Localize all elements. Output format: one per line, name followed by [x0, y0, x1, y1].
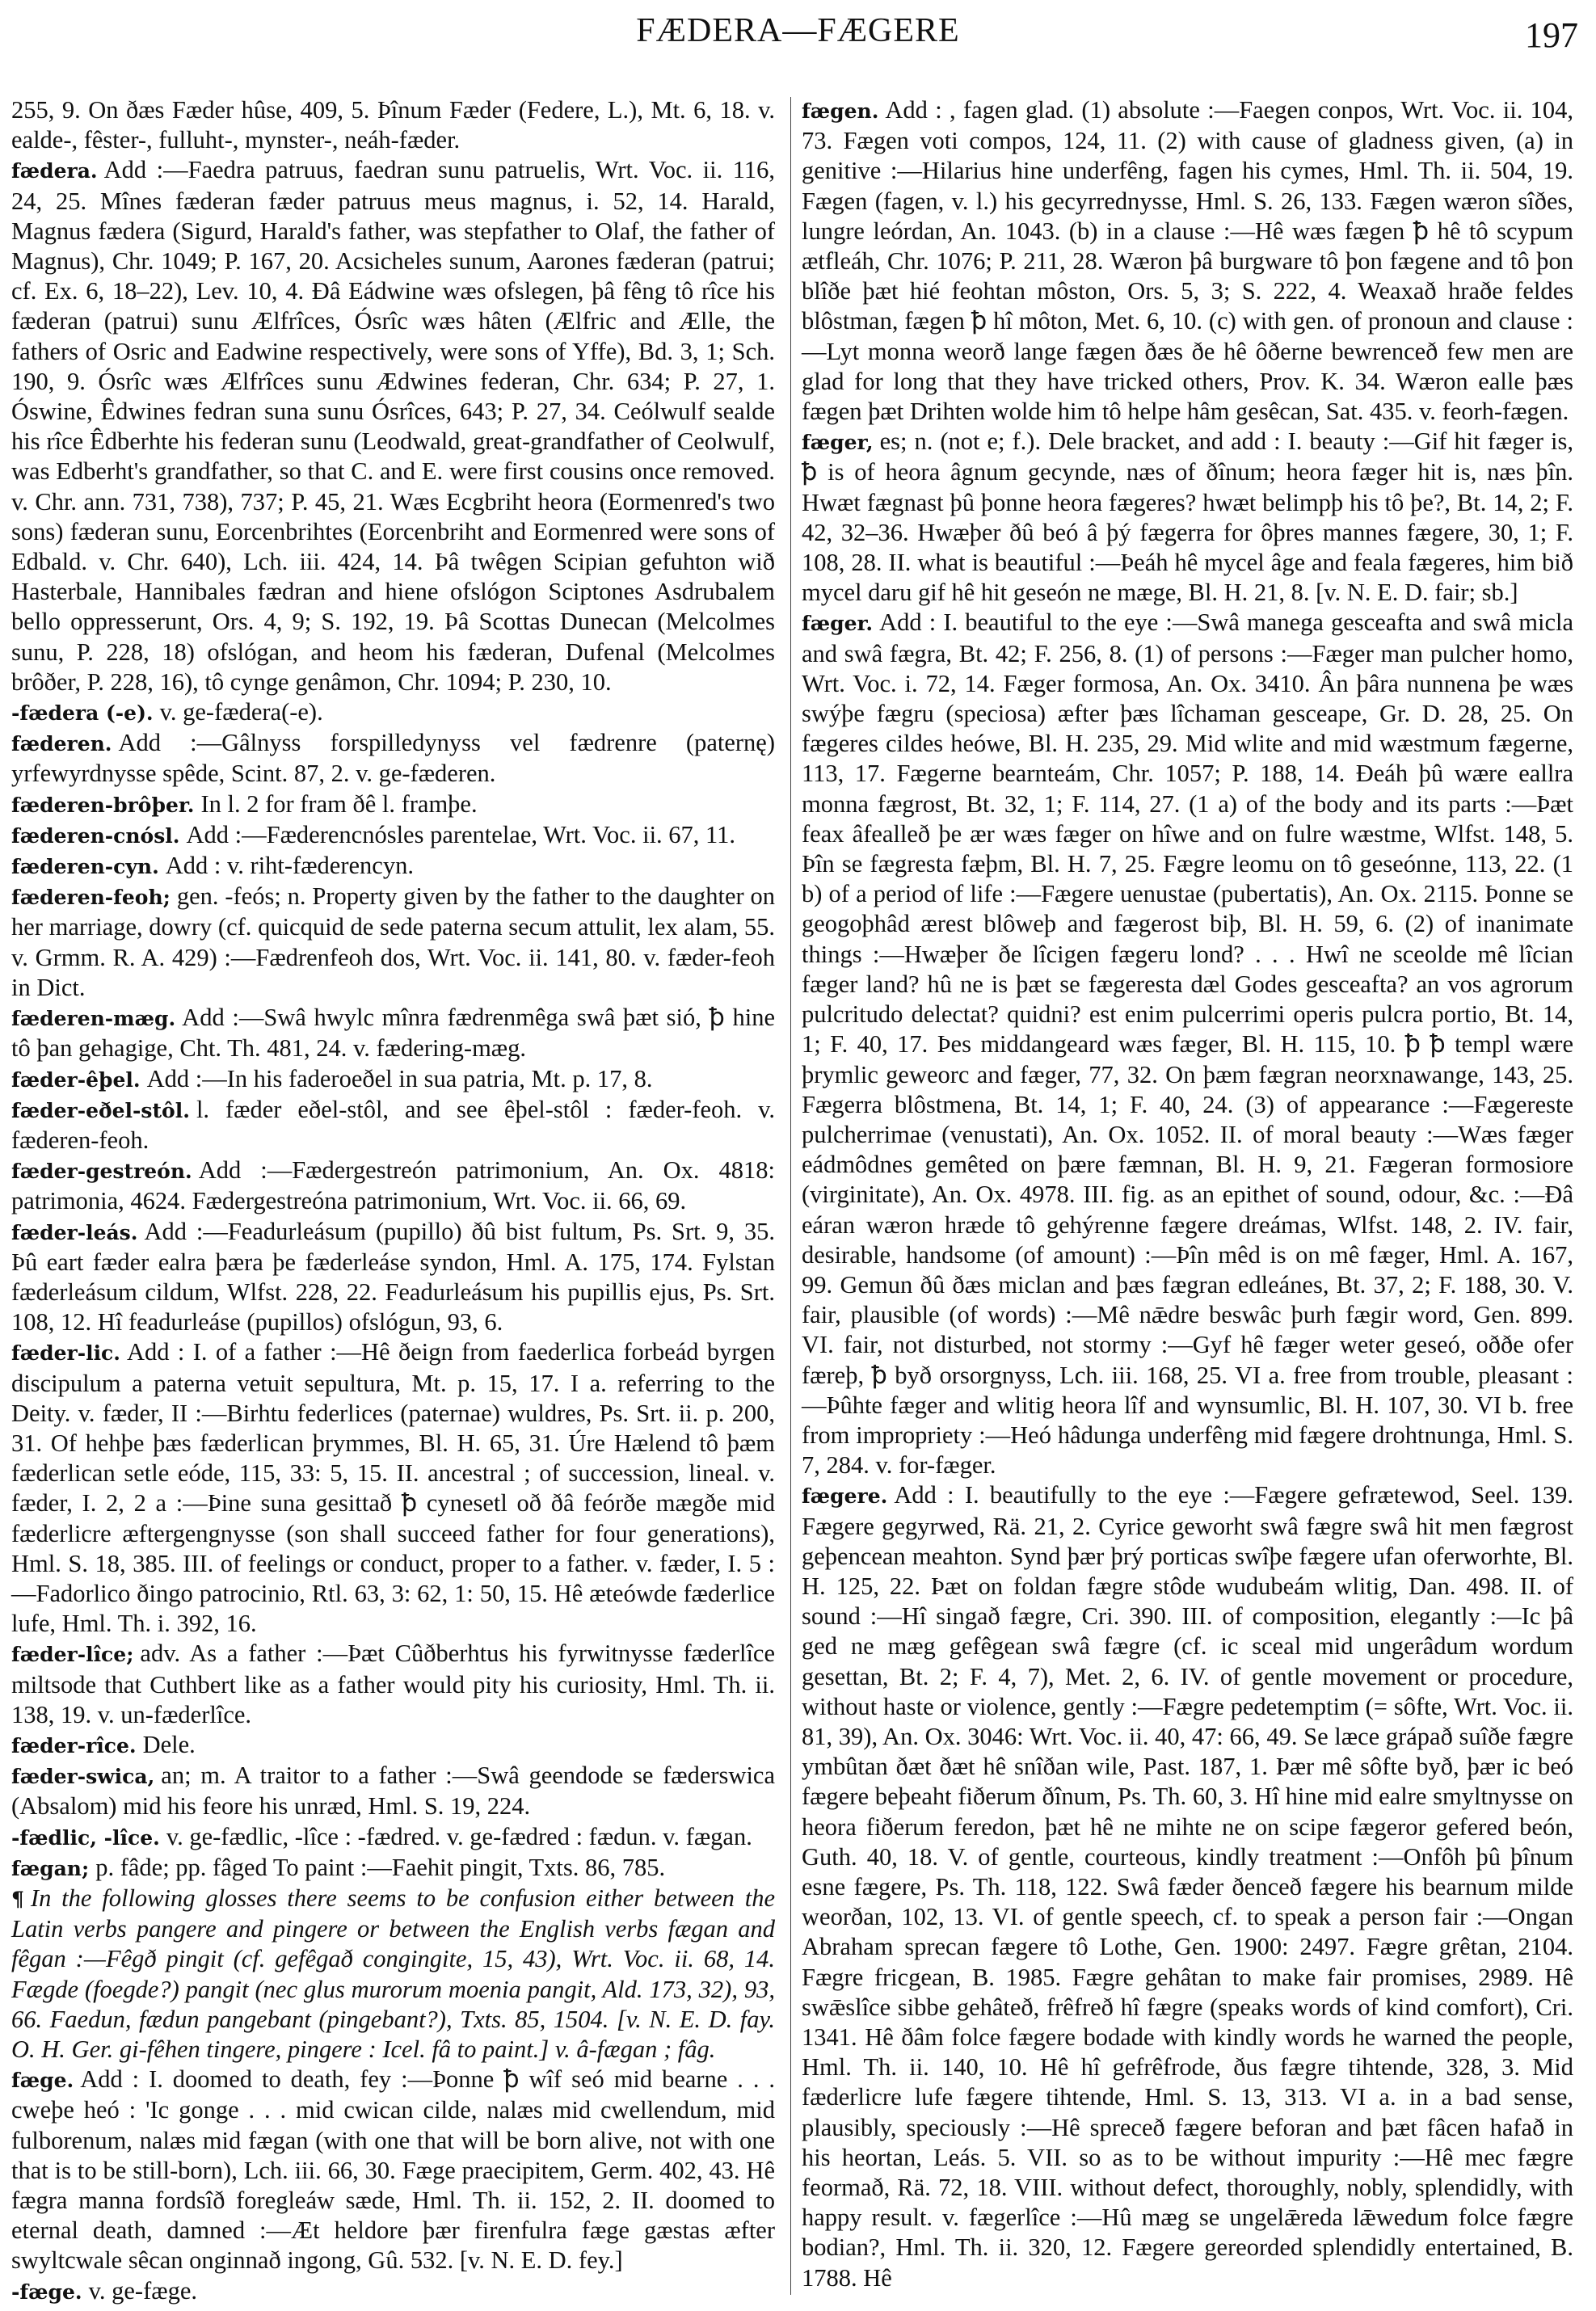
- entry-text: p. fâde; pp. fâged To paint :—Faehit pingit, Txts. 86, 785.: [95, 1853, 666, 1881]
- headword: fæder-swica,: [11, 1765, 155, 1789]
- running-head: [0, 6, 1596, 63]
- headword: fæge.: [11, 2069, 74, 2093]
- entry-text: es; n. (not e; f.). Dele bracket, and add : I. beauty :—Gif hit fæger is, ꝥ is of heora âgnum gecynde, næs of ðînum; heora fæger hit is, næs þîn. Hwæt fægnast þû þonne heora fægeres? hwæt belimpþ his tô þe?, Bt. 14, 2; F. 42, 32–36. Hwæþer ðû beó â þý fægerra for ôþres mannes fægere, 30, 1; F. 108, 28. II. what is beautiful :—Þeáh hê mycel âge and feala fægeres, him bið mycel daru gif hê hit geseón ne mæge, Bl. H. 21, 8. [v. N. E. D. fair; sb.]: [802, 427, 1573, 607]
- dictionary-entry: [11, 1003, 775, 1063]
- headword: fæder-lîce;: [11, 1643, 134, 1667]
- headword: fæder-rîce.: [11, 1733, 137, 1757]
- entry-text: In the following glosses there seems to be confusion either between the Latin verbs pangere and pingere or between the English verbs fægan and fêgan :—Fêgð pingit (cf. gefêgað congingite, 15, 43), Wrt. Voc. ii. 68, 14. Fægde (foegde?) pangit (nec glus murorum moenia pangit, Ald. 173, 32), 93, 66. Faedun, fædun pangebant (pingebant?), Txts. 85, 1504. [v. N. E. D. fay. O. H. Ger. gi-fêhen tingere, pingere : Icel. fâ to paint.] v. â-fægan ; fâg.: [11, 1884, 775, 2063]
- headword: fæderen-mæg.: [11, 1007, 176, 1031]
- headword: fædera.: [11, 159, 98, 183]
- dictionary-entry: [11, 1217, 775, 1338]
- entry-text: Add : , fagen glad. (1) absolute :—Faegen conpos, Wrt. Voc. ii. 104, 73. Fægen voti compos, 124, 11. (2) with cause of gladness given, (a) in genitive :—Hilarius hine underfêng, fagen his cymes, Hml. Th. ii. 504, 19. Fægen (fagen, v. l.) his gecyrrednysse, Hml. S. 26, 133. Fægen wæron sîðes, lungre leórdan, An. 1043. (b) in a clause :—Hê wæs fægen ꝥ hê tô scypum ætfleáh, Chr. 1076; P. 211, 28. Wæron þâ burgware tô þon fægene and tô þon blîðe þæt hié feohtan môston, Ors. 5, 3; S. 222, 4. Weaxað hraðe feldes blôstman, fægen ꝥ hî môton, Met. 6, 10. (c) with gen. of pronoun and clause :—Lyt monna weorð lange fægen ðæs ðe hê ôðerne bewrenceð few men are glad for long that they have tricked others, Prov. K. 34. Wæron ealle þæs fægen þæt Drihten wolde him tô helpe hâm gesêcan, Sat. 435. v. feorh-fægen.: [802, 96, 1573, 426]
- dictionary-entry: [11, 697, 775, 728]
- entry-text: Add :—Gâlnyss forspilledynyss vel fædrenre (paternę) yrfewyrdnysse spêde, Scint. 87, 2. v. ge-fæderen.: [11, 729, 775, 788]
- dictionary-entry: [11, 1853, 775, 1884]
- dictionary-entry: [11, 1337, 775, 1639]
- entry-text: Dele.: [142, 1730, 196, 1758]
- dictionary-entry: [11, 95, 775, 155]
- headword: ¶: [11, 1887, 24, 1911]
- entry-text: Add : I. doomed to death, fey :—Þonne ꝥ wîf seó mid bearne . . . cweþe heó : 'Ic gonge . . . mid cwican cilde, nalæs mid cwellendum, mid fulborenum, nalæs mid fægan (with one that will be born alive, not with one that is to be still-born), Lch. iii. 66, 30. Fæge praecipitem, Germ. 402, 43. Hê fægra manna fordsîð foreglеáw sæde, Hml. Th. ii. 152, 2. II. doomed to eternal death, damned :—Æt heldore þær firenfulra fæge gæstas æfter swyltcwale sêcan onginnað ingong, Gû. 532. [v. N. E. D. fey.]: [11, 2065, 775, 2275]
- headword: fæder-lic.: [11, 1341, 120, 1366]
- headword: fæder-leás.: [11, 1220, 138, 1244]
- dictionary-entry: [11, 1730, 775, 1761]
- page-number: 197: [1525, 15, 1578, 55]
- entry-text: an; m. A traitor to a father :—Swâ geendode se fæderswica (Absalom) mid his feore his unræd, Hml. S. 19, 224.: [11, 1762, 775, 1821]
- headword: fæderen-brôþer.: [11, 793, 195, 817]
- left-column: [11, 95, 775, 2307]
- entry-text: l. fæder eðel-stôl, and see êþel-stôl : fæder-feoh. v. fæderen-feoh.: [11, 1095, 775, 1154]
- entry-text: gen. -feós; n. Property given by the father to the daughter on her marriage, dowry (cf. quicquid de sede paterna secum attulit, lex alam, 55. v. Grmm. R. A. 429) :—Fædrenfeoh dos, Wrt. Voc. ii. 141, 80. v. fæder-feoh in Dict.: [11, 882, 775, 1001]
- headword: fæger.: [802, 612, 874, 636]
- entry-text: 255, 9. On ðæs Fæder hûse, 409, 5. Þînum Fæder (Federe, L.), Mt. 6, 18. v. ealde-, fêster-, fulluht-, mynster-, neáh-fæder.: [11, 96, 775, 154]
- entry-text: Add :—Feadurleásum (pupillo) ðû bist fultum, Ps. Srt. 9, 35. Þû eart fæder ealra þæra þe fæderleáse syndon, Hml. A. 175, 174. Fylstan fæderleásum cildum, Wlfst. 228, 22. Feadurleásum his pupillis ejus, Ps. Srt. 108, 12. Hî feadurleáse (pupillos) ofslógun, 93, 6.: [11, 1217, 775, 1337]
- entry-text: Add :—Fædergestreón patrimonium, An. Ox. 4818: patrimonia, 4624. Fædergestreóna patrimonium, Wrt. Voc. ii. 66, 69.: [11, 1156, 775, 1215]
- dictionary-entry: [802, 427, 1573, 608]
- headword: fæger,: [802, 431, 874, 455]
- column-divider: [790, 97, 791, 2295]
- entry-text: In l. 2 for fram ðê l. framþe.: [200, 789, 478, 818]
- dictionary-entry: [802, 1480, 1573, 2292]
- headword: fæderen-feoh;: [11, 886, 171, 910]
- dictionary-entry: [11, 1884, 775, 2065]
- dictionary-entry: [11, 789, 775, 820]
- dictionary-entry: [11, 2276, 775, 2307]
- entry-text: Add :—Fæderencnósles parentelae, Wrt. Voc. ii. 67, 11.: [186, 820, 736, 848]
- dictionary-entry: [802, 95, 1573, 427]
- dictionary-entry: [11, 155, 775, 697]
- entry-text: Add : v. riht-fæderencyn.: [165, 852, 414, 880]
- dictionary-entry: [11, 882, 775, 1003]
- dictionary-entry: [11, 820, 775, 851]
- dictionary-entry: [11, 1156, 775, 1216]
- entry-text: Add : I. of a father :—Hê ðeign from faederlica forbeád byrgen discipulum a paterna vetuit sepultura, Mt. p. 15, 17. I a. referring to the Deity. v. fæder, II :—Birhtu federlices (paternae) wuldres, Ps. Srt. ii. p. 200, 31. Of hehþe þæs fæderlican þrymmes, Bl. H. 65, 31. Úre Hælend tô þæm fæderlican setle eóde, 115, 33: 5, 15. II. ancestral ; of succession, lineal. v. fæder, I. 2, 2 a :—Þine suna gesittað ꝥ cynesetl oð ðâ feórðe mægðe mid fæderlicre æftergengnysse (son shall succeed father for four generations), Hml. S. 18, 385. III. of feelings or conduct, proper to a father. v. fæder, I. 5 :—Fadorlico ðingo patrocinio, Rtl. 63, 3: 62, 1: 50, 15. Hê æteówde fæderlice lufe, Hml. Th. i. 392, 16.: [11, 1338, 775, 1638]
- entry-text: Add :—In his faderoeðel in sua patria, Mt. p. 17, 8.: [146, 1064, 653, 1092]
- dictionary-entry: [11, 1639, 775, 1730]
- dictionary-entry: [11, 851, 775, 882]
- headword: fæder-êþel.: [11, 1067, 141, 1092]
- entry-text: v. ge-fædlic, -lîce : -fædred. v. ge-fædred : fædun. v. fægan.: [166, 1822, 752, 1850]
- dictionary-entry: [11, 1064, 775, 1095]
- headword: -fædera (-e).: [11, 701, 154, 726]
- entry-text: Add :—Swâ hwylc mînra fædrenmêga swâ þæt sió, ꝥ hine tô þan gehagige, Cht. Th. 481, 24. v. fædering-mæg.: [11, 1004, 775, 1063]
- entry-text: adv. As a father :—Þæt Cûðberhtus his fyrwitnysse fæderlîce miltsode that Cuthbert like as a father would pity his curiosity, Hml. Th. ii. 138, 19. v. un-fæderlîce.: [11, 1640, 775, 1728]
- headword: fæderen-cnósl.: [11, 823, 180, 848]
- headword: fægan;: [11, 1856, 90, 1880]
- headword: fæderen-cyn.: [11, 855, 159, 879]
- headword: fæder-eðel-stôl.: [11, 1098, 190, 1122]
- dictionary-entry: [802, 608, 1573, 1480]
- headword: -fæge.: [11, 2279, 82, 2304]
- dictionary-entry: [11, 1761, 775, 1821]
- headword: fægere.: [802, 1484, 888, 1509]
- dictionary-entry: [11, 728, 775, 789]
- headword: fægen.: [802, 99, 879, 123]
- headword: fæder-gestreón.: [11, 1160, 192, 1184]
- entry-text: v. ge-fæge.: [88, 2276, 197, 2305]
- right-column: [802, 95, 1573, 2293]
- headword: -fædlic, -lîce.: [11, 1825, 160, 1850]
- page-title: FÆDERA—FÆGERE: [636, 12, 960, 49]
- dictionary-entry: [11, 1822, 775, 1853]
- dictionary-entry: [11, 1095, 775, 1156]
- entry-text: Add : I. beautifully to the eye :—Fægere gefrætewod, Seel. 139. Fægere gegyrwed, Rä. 21, 2. Cyrice geworht swâ fægre swâ hit men fægrost geþencean meahton. Synd þær þrý porticas swîþe fægere ufan oferworhte, Bl. H. 125, 22. Þæt on foldan fægre stôde wudubeám wlitig, Dan. 498. II. of sound :—Hî singað fægre, Cri. 390. III. of composition, elegantly :—Ic þâ ged ne mæg gefêgean swâ fægre (cf. ic sceal mid ungerâdum wordum gesettan, Bt. 2; F. 4, 7), Met. 2, 6. IV. of gentle movement or procedure, without haste or violence, gently :—Fægre pedetemptim (= sôfte, Wrt. Voc. ii. 81, 39), An. Ox. 3046: Wrt. Voc. ii. 40, 47: 66, 49. Se læce grápað suîðe fægre ymbûtan ðæt ðæt hê snîðan wile, Past. 187, 1. Þær mê sôfte byð, þær ic beó fægere beþeaht fiðerum ðînum, Ps. Th. 60, 3. Hî hine mid ealre smyltnysse on heora fiðerum feredon, þæt hê ne mihte ne on scipe fægeror gefered beón, Guth. 40, 18. V. of gentle, courteous, kindly treatment :—Onfôh þû þînum esne fægere, Ps. Th. 118, 122. Swâ fæder ðenceð fægere his bearnum milde weorðan, 102, 13. VI. of gentle speech, cf. to speak a person fair :—Ongan Abraham sprecan fægere tô Lothe, Gen. 1900: 2497. Fægre grêtan, 2104. Fægre fricgean, B. 1985. Fægre gehâtan to make fair promises, 2989. Hê swǣslîce sibbe gehâteð, frêfreð hî fægre (speaks words of kind comfort), Cri. 1341. Hê ðâm folce fægere bodade with kindly words he warned the people, Hml. Th. ii. 140, 10. Hê hî gefrêfrode, ðus fægre tihtende, 328, 3. Mid fæderlicre lufe fægere tihtende, Hml. S. 13, 313. VI a. in a bad sense, plausibly, speciously :—Hê spreceð fægere beforan and þæt fâcen hafað in his heortan, Leás. 5. VII. so as to be without impurity :—Hê mec fægre feormað, Rä. 72, 18. VIII. without defect, thoroughly, nobly, splendidly, with happy result. v. fægerlîce :—Hû mæg se ungelǣreda lǣwedum folce fægre bodian?, Hml. Th. ii. 320, 12. Fægere gereorded splendidly entertained, B. 1788. Hê: [802, 1481, 1573, 2292]
- entry-text: Add : I. beautiful to the eye :—Swâ manega gesceafta and swâ micla and swâ fægra, Bt. 42; F. 256, 8. (1) of persons :—Fæger man pulcher homo, Wrt. Voc. i. 72, 14. Fæger formosa, An. Ox. 3410. Ân þâra nunnena þe wæs swýþe fægru (speciosa) æfter þæs lîchaman gesceape, Gr. D. 28, 25. On fægeres cildes heówe, Bl. H. 235, 29. Mid wlite and mid wæstmum fægerne, 113, 17. Fægerne bearnteám, Chr. 1057; P. 188, 14. Ðeáh þû wære eallra monna fægrost, Bt. 32, 1; F. 114, 27. (1 a) of the body and its parts :—Þæt feax âfealleð þe ær wæs fæger on hîwe and on fulre wæstme, Wlfst. 148, 5. Þîn se fægresta fæþm, Bl. H. 7, 25. Fægre leomu on tô geseónne, 113, 22. (1 b) of a period of life :—Fægere uenustae (pubertatis), An. Ox. 2115. Þonne se geogoþhâd ærest blôweþ and fægerost biþ, Bl. H. 59, 6. (2) of inanimate things :—Hwæþer ðe lîcigen fægeru lond? . . . Hwî ne sceolde mê lîcian fæger land? hû ne is þæt se fægeresta dæl Godes gesceafta? an vos agrorum pulcritudo delectat? quidni? est enim pulcerrimi operis pulcra portio, Bt. 14, 1; F. 40, 17. Þes middangeard wæs fæger, Bl. H. 115, 10. ꝥ ꝥ templ wære þrymlic geweorc and fæger, 77, 32. On þæm fægran neorxnawange, 143, 25. Fægerra blôstmena, Bt. 14, 1; F. 40, 24. (3) of appearance :—Fægereste pulcherrimae (venustati), An. Ox. 1052. II. of moral beauty :—Wæs fæger eádmôdnes gemêted on þære fæmnan, Bl. H. 9, 21. Fægeran formosiore (virginitate), An. Ox. 4978. III. fig. as an epithet of sound, odour, &c. :—Ðâ eáran wæron hræde tô gehýrenne fægere dreámas, Wlfst. 148, 2. IV. fair, desirable, handsome (of amount) :—Þîn mêd is on mê fæger, Hml. A. 167, 99. Gemun ðû ðæs miclan and þæs fægran edleánes, Bt. 37, 2; F. 188, 30. V. fair, plausible (of words) :—Mê nǣdre beswâc þurh fægir word, Gen. 899. VI. fair, not disturbed, not stormy :—Gyf hê fæger weter geseó, oððe ofer færeþ, ꝥ byð orsorgnyss, Lch. iii. 168, 25. VI a. free from trouble, pleasant :—Þûhte fæger and wlitig heora lîf and wynsumlic, Bl. H. 107, 30. VI b. free from impropriety :—Heó hâdunga underfêng mid fægere drohtnunga, Hml. S. 7, 284. v. for-fæger.: [802, 608, 1573, 1480]
- entry-text: Add :—Faedra patruus, faedran sunu patruelis, Wrt. Voc. ii. 116, 24, 25. Mînes fæderan fæder patruus meus magnus, i. 52, 14. Harald, Magnus fædera (Sigurd, Harald's father, was stepfather to Olaf, the father of Magnus), Chr. 1049; P. 167, 20. Acsicheles sunum, Aarones fæderan (patrui; cf. Ex. 6, 18–22), Lev. 10, 4. Ðâ Eádwine wæs ofslegen, þâ fêng tô rîce his fæderan (patrui) sunu Ælfrîces, Ósrîc wæs hâten (Ælfric and Ælle, the fathers of Osric and Eadwine respectively, were sons of Yffe), Bd. 3, 1; Sch. 190, 9. Ósrîc wæs Ælfrîces sunu Ædwines federan, Chr. 634; P. 27, 1. Óswine, Êdwines fedran suna sunu Ósrîces, 643; P. 27, 34. Ceólwulf sealde his rîce Êdberhte his federan sunu (Leodwald, great-grandfather of Ceolwulf, was Edberht's grandfather, so that C. and E. were first cousins once removed. v. Chr. ann. 731, 738), 737; P. 45, 21. Wæs Ecgbriht heora (Eormenred's two sons) fæderan sunu, Eorcenbrihtes (Eorcenbriht and Eormenred were sons of Edbald. v. Chr. 640), Lch. iii. 424, 14. Þâ twêgen Scipian gefuhton wið Hasterbale, Hannibales fædran and hiene ofslógon Sciptones Asdrubalem bello oppresserunt, Ors. 4, 9; S. 192, 19. Þâ Scottas Dunecan (Melcolmes sunu, P. 228, 18) ofslógan, and heom his fæderan, Dufenal (Melcolmes brôðer, P. 228, 16), tô cynge genâmon, Chr. 1094; P. 230, 10.: [11, 156, 775, 696]
- headword: fæderen.: [11, 732, 112, 756]
- dictionary-entry: [11, 2065, 775, 2275]
- entry-text: v. ge-fædera(-e).: [159, 698, 323, 726]
